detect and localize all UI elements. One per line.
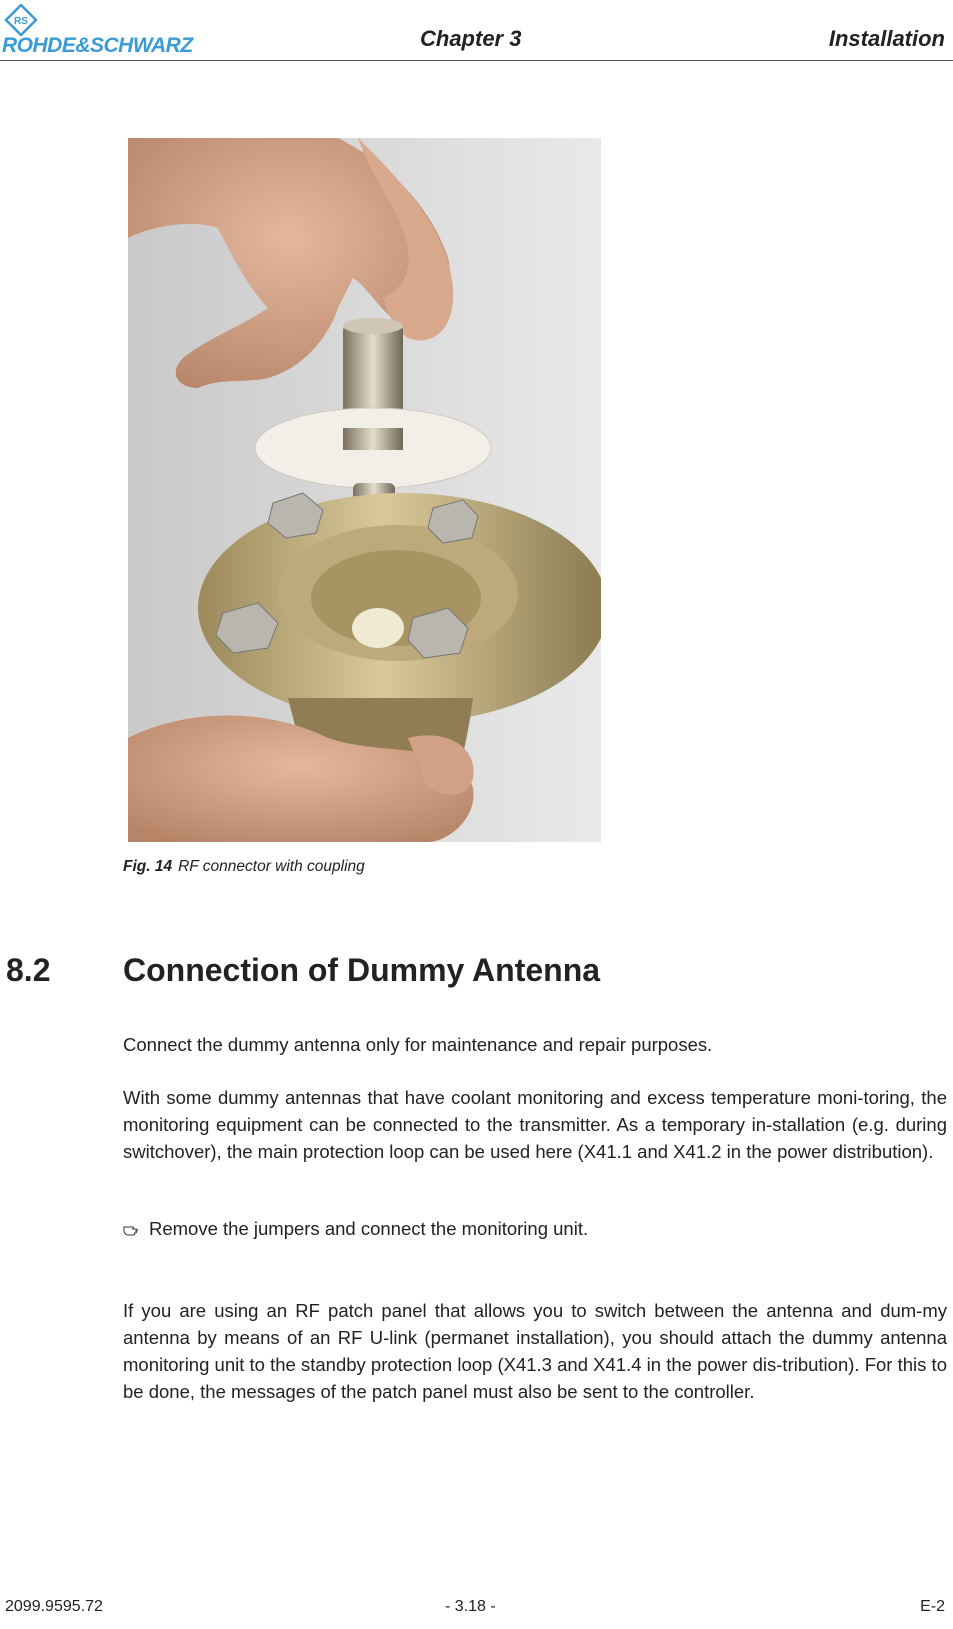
header-divider bbox=[0, 60, 953, 61]
page-header bbox=[0, 0, 953, 62]
edition-label: E-2 bbox=[920, 1598, 945, 1615]
figure-number: Fig. 14 bbox=[123, 858, 173, 875]
figure-caption bbox=[123, 858, 365, 876]
paragraph-intro: Connect the dummy antenna only for maintenance and repair purposes. bbox=[123, 1034, 713, 1055]
instruction-step bbox=[123, 1215, 947, 1242]
pointing-hand-icon bbox=[123, 1222, 139, 1236]
figure-caption-text: RF connector with coupling bbox=[178, 858, 365, 875]
instruction-text: Remove the jumpers and connect the monitoring unit. bbox=[149, 1218, 589, 1239]
paragraph-patch-panel: If you are using an RF patch panel that allows you to switch between the antenna and dum-my antenna by means of an RF U-link (permanet installation), you should attach the dummy antenna monitoring unit to the standby protection loop (X41.3 and X41.4 in the power dis-tribution). For this to be done, the messages of the patch panel must also be sent to the controller. bbox=[123, 1300, 947, 1402]
document-number: 2099.9595.72 bbox=[5, 1598, 103, 1615]
svg-text:RS: RS bbox=[14, 16, 28, 27]
section-title: Connection of Dummy Antenna bbox=[123, 952, 601, 988]
chapter-label: Chapter 3 bbox=[420, 26, 522, 51]
rf-connector-photo bbox=[128, 138, 601, 842]
header-section-title: Installation bbox=[828, 26, 945, 51]
section-number: 8.2 bbox=[6, 952, 51, 988]
page-number: - 3.18 - bbox=[445, 1598, 496, 1615]
paragraph-monitoring: With some dummy antennas that have coolant monitoring and excess temperature moni-toring, the monitoring equipment can be connected to the transmitter. As a temporary in-stallation (e.g. during switchover), the main protection loop can be used here (X41.1 and X41.2 in the power distribution). bbox=[123, 1087, 947, 1162]
page-footer bbox=[0, 1598, 953, 1624]
rs-logo-icon bbox=[4, 4, 38, 36]
rohde-schwarz-logo bbox=[2, 4, 224, 57]
logo-wordmark: ROHDE&SCHWARZ bbox=[2, 34, 193, 57]
